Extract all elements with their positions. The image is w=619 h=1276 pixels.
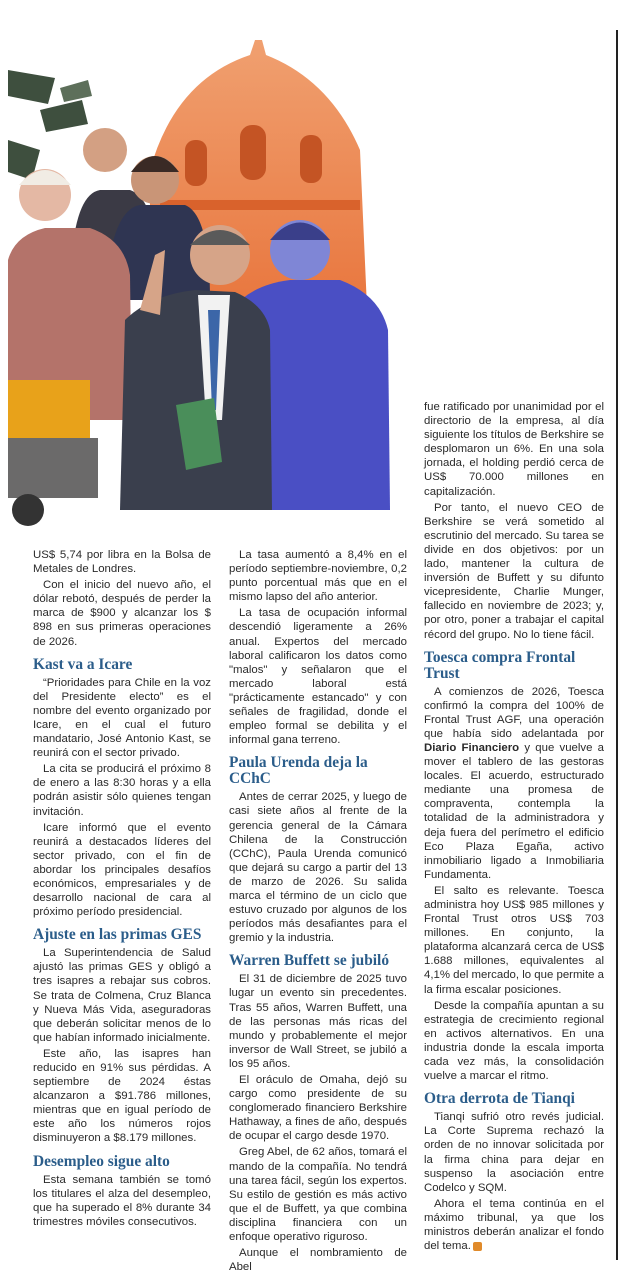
section-heading-tianqi: Otra derrota de Tianqi [424, 1090, 575, 1108]
body-paragraph: Antes de cerrar 2025, y luego de casi siete años al frente de la gerencia general de la Cámara Chilena de la Construcción (CChC), Paula Urenda comunicó que dejará su cargo a partir del 13 de marzo de 2026. Su salida marca el término de un ciclo que estuvo cruzado por algunos de los períodos más desafiantes para el gremio y la industria. [229, 791, 407, 945]
section-heading-toesca: Toesca compra Frontal Trust [424, 648, 576, 682]
article-column-3 [424, 400, 604, 1255]
page-edge-divider [616, 30, 618, 1260]
body-paragraph: Esta semana también se tomó los titulares el alza del desempleo, que ha superado el 8% durante 34 trimestres móviles consecutivos. [33, 1173, 211, 1228]
section-heading-buffett: Warren Buffett se jubiló [229, 952, 390, 970]
body-paragraph: El salto es relevante. Toesca administra hoy US$ 985 millones y Frontal Trust otros US$ 703 millones. En conjunto, la plataforma alcanzará cerca de US$ 1.688 millones, equivalentes al 4,1% del mercado, lo que permite a la firma escalar posiciones. [424, 884, 604, 996]
body-paragraph: Aunque el nombramiento de Abel [229, 1247, 407, 1274]
body-paragraph: Tianqi sufrió otro revés judicial. La Corte Suprema rechazó la orden de no innovar solicitada por la firma china para dejar en suspenso la asociación entre Codelco y SQM. [424, 1111, 604, 1194]
body-paragraph: US$ 5,74 por libra en la Bolsa de Metales de Londres. [33, 549, 211, 576]
body-text: y que vuelve a mover el tablero de las gestoras locales. El acuerdo, estructurado mediante una promesa de compraventa, contempla la totalidad de la administradora y deja fuera del perímetro el edificio Eco Plaza Egaña, activo inmobiliario ligado a Inmobiliaria Fundamenta. [424, 741, 605, 881]
body-paragraph: “Prioridades para Chile en la voz del Presidente electo” es el nombre del evento organizado por Icare, en el cual el futuro mandatario, José Antonio Kast, se reunirá con el sector privado. [33, 676, 211, 760]
body-paragraph: La tasa aumentó a 8,4% en el período septiembre-noviembre, 0,2 punto porcentual más que en el mismo lapso del año anterior. [229, 549, 407, 604]
body-paragraph: El oráculo de Omaha, dejó su cargo como presidente de su conglomerado financiero Berkshire Hathaway, a fines de año, después de ocupar el cargo desde 1970. [229, 1074, 407, 1143]
body-paragraph: Icare informó que el evento reunirá a destacados líderes del sector privado, con el fin de abordar los principales desafíos económicos, empresariales y de desarrollo nacional de cara al próximo período presidencial. [33, 821, 211, 919]
end-mark-icon [473, 1242, 482, 1251]
section-heading-ges: Ajuste en las primas GES [33, 926, 202, 944]
body-paragraph: Con el inicio del nuevo año, el dólar rebotó, después de perder la marca de $900 y alcanzar los $ 898 en sus primeras operaciones de 2026. [33, 579, 211, 648]
body-paragraph: Por tanto, el nuevo CEO de Berkshire se verá sometido al escrutinio del mercado. Su tarea se divide en dos objetivos: por un lado, mantener la cultura de inversión de Buffett y su difunto vicepresidente, Charlie Munger, fallecido en noviembre de 2023; y, por otro, poner a trabajar el capital récord del grupo. No lo tiene fácil. [424, 501, 604, 641]
body-paragraph: Este año, las isapres han reducido en 91% sus pérdidas. A septiembre de 2024 éstas alcanzaron a $91.786 millones, mientras que en igual período de este año los números rojos disminuyeron a $8.179 millones. [33, 1047, 211, 1145]
body-paragraph [424, 685, 604, 882]
section-heading-kast: Kast va a Icare [33, 655, 133, 673]
body-paragraph: La cita se producirá el próximo 8 de enero a las 8:30 horas y a ella podrán asistir sólo quienes tengan invitación. [33, 763, 211, 818]
machinery-image [8, 380, 98, 526]
body-paragraph: Desde la compañía apuntan a su estrategia de crecimiento regional en activos alternativos. En una industria donde la escala importa cada vez más, la consolidación vuelve a marcar el ritmo. [424, 999, 604, 1083]
money-bills-image [8, 70, 92, 180]
article-column-2 [229, 548, 407, 1276]
article-column-1 [33, 548, 211, 1231]
publication-name: Diario Financiero [424, 741, 520, 754]
body-text: A comienzos de 2026, Toesca confirmó la compra del 100% de Frontal Trust AGF, una operación que había sido adelantada por [424, 685, 604, 740]
body-paragraph: fue ratificado por unanimidad por el directorio de la empresa, al día siguiente los títulos de Berkshire se desplomaron un 6%. En una sola jornada, el holding perdió cerca de US$ 70.000 millones en capitalización. [424, 401, 604, 498]
body-paragraph: La Superintendencia de Salud ajustó las primas GES y obligó a tres isapres a rebajar sus cobros. Se trata de Colmena, Cruz Blanca y Nueva Más Vida, aseguradoras que deberán solicitar menos de lo que habían informado inicialmente. [33, 947, 211, 1044]
body-text: Ahora el tema continúa en el máximo tribunal, ya que los ministros deberán analizar el fondo del tema. [424, 1197, 604, 1253]
body-paragraph: Greg Abel, de 62 años, tomará el mando de la compañía. No tendrá una tarea fácil, según los expertos. Su estilo de gestión es más activo que el de Buffett, ya que combina disciplina financiera con un enfoque operativo riguroso. [229, 1146, 407, 1244]
section-heading-desempleo: Desempleo sigue alto [33, 1152, 170, 1170]
section-heading-urenda: Paula Urenda deja la CChC [229, 754, 368, 788]
body-paragraph: El 31 de diciembre de 2025 tuvo lugar un evento sin precedentes. Tras 55 años, Warren Buffett, una de las personas más ricas del mundo y probablemente el mejor inversor de Wall Street, se jubiló a los 95 años. [229, 973, 407, 1070]
body-paragraph [424, 1197, 604, 1253]
body-paragraph: La tasa de ocupación informal descendió ligeramente a 26% anual. Expertos del mercado laboral calificaron los datos como "malos" y señalaron que el mercado laboral está "prácticamente estancado" y con señales de fragilidad, donde el empleo formal se debilita y el informal gana terreno. [229, 607, 407, 747]
